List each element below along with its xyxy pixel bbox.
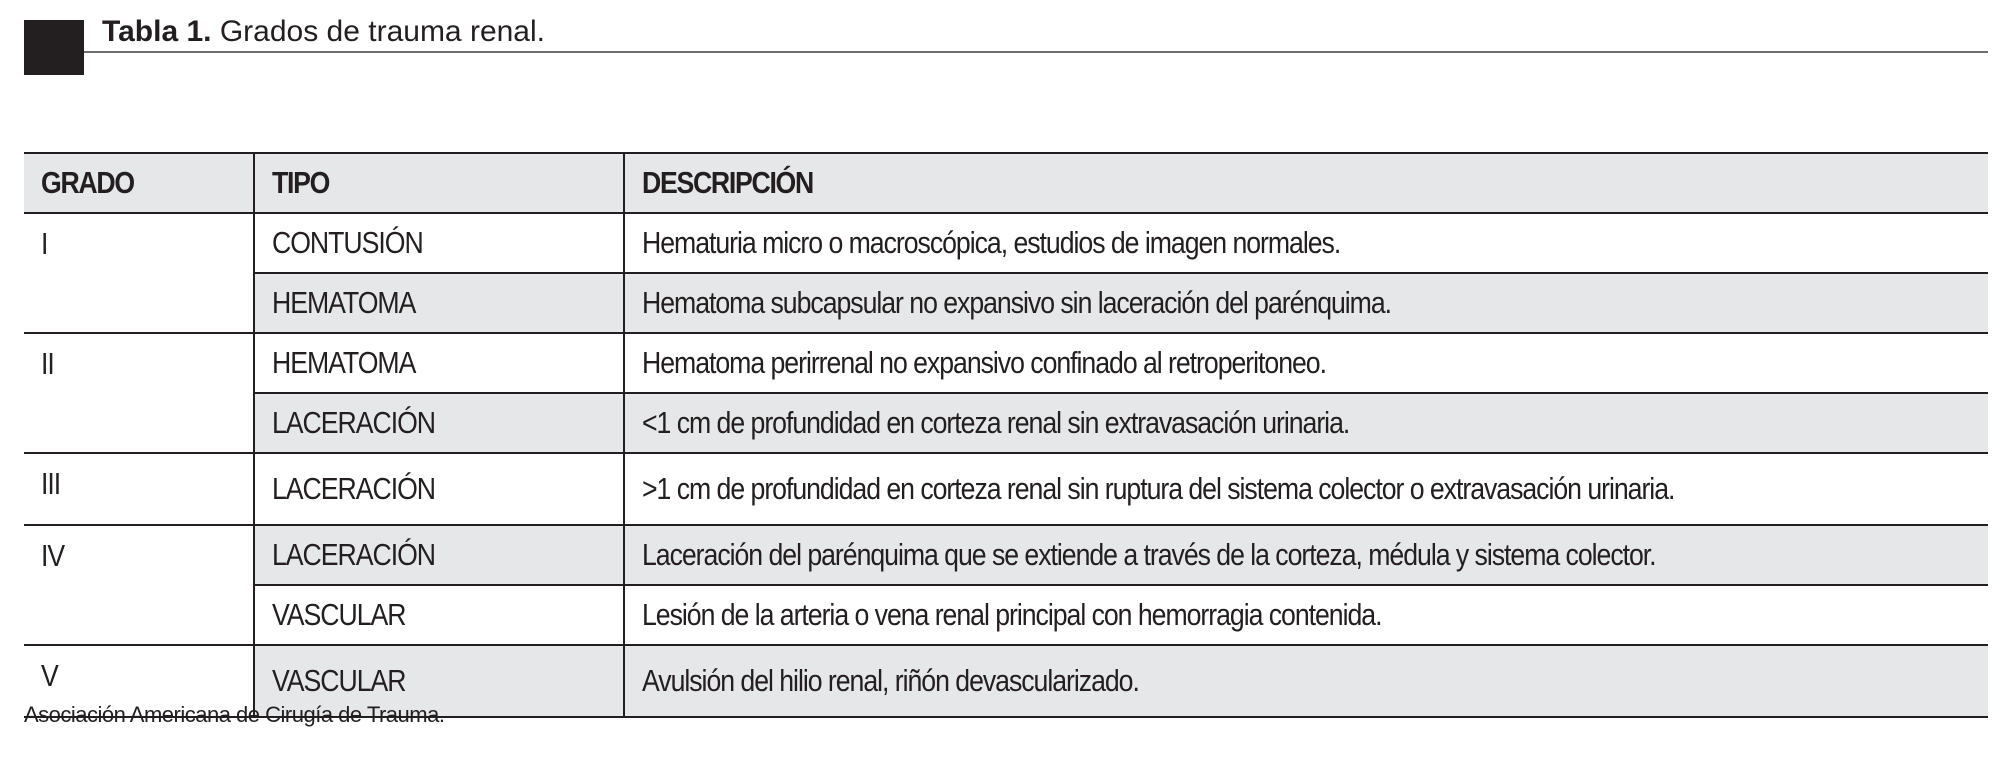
table-caption [102, 12, 545, 52]
table-row [24, 525, 1988, 585]
table-header-row [24, 153, 1988, 213]
cell-tipo: VASCULAR [254, 645, 624, 717]
table-row [24, 333, 1988, 393]
cell-tipo: LACERACIÓN [254, 393, 624, 453]
renal-trauma-table [24, 152, 1988, 718]
cell-tipo: CONTUSIÓN [254, 213, 624, 273]
cell-descripcion: Hematuria micro o macroscópica, estudios de imagen normales. [624, 213, 1988, 273]
cell-descripcion: Laceración del parénquima que se extiende a través de la corteza, médula y sistema colector. [624, 525, 1988, 585]
table-footnote: Asociación Americana de Cirugía de Trauma. [24, 702, 445, 727]
table-caption-label: Tabla 1. [102, 15, 212, 48]
table-caption-text: Grados de trauma renal. [219, 15, 545, 48]
cell-grado: I [24, 213, 254, 333]
title-marker-block [24, 20, 84, 75]
cell-grado: III [24, 453, 254, 525]
cell-descripcion: Avulsión del hilio renal, riñón devascularizado. [624, 645, 1988, 717]
cell-grado: IV [24, 525, 254, 645]
table-row [24, 213, 1988, 273]
cell-tipo: HEMATOMA [254, 273, 624, 333]
table-row [24, 585, 1988, 645]
cell-descripcion: Hematoma perirrenal no expansivo confinado al retroperitoneo. [624, 333, 1988, 393]
header-tipo: TIPO [254, 153, 624, 213]
cell-descripcion: <1 cm de profundidad en corteza renal sin extravasación urinaria. [624, 393, 1988, 453]
cell-tipo: LACERACIÓN [254, 525, 624, 585]
table-row [24, 393, 1988, 453]
table-row [24, 453, 1988, 525]
cell-tipo: LACERACIÓN [254, 453, 624, 525]
header-grado: GRADO [24, 153, 254, 213]
cell-grado: II [24, 333, 254, 453]
table-row [24, 273, 1988, 333]
cell-descripcion: >1 cm de profundidad en corteza renal sin ruptura del sistema colector o extravasación urinaria. [624, 453, 1988, 525]
header-descripcion: DESCRIPCIÓN [624, 153, 1988, 213]
cell-grado: V [24, 645, 254, 717]
cell-tipo: HEMATOMA [254, 333, 624, 393]
cell-descripcion: Hematoma subcapsular no expansivo sin laceración del parénquima. [624, 273, 1988, 333]
cell-tipo: VASCULAR [254, 585, 624, 645]
cell-descripcion: Lesión de la arteria o vena renal principal con hemorragia contenida. [624, 585, 1988, 645]
